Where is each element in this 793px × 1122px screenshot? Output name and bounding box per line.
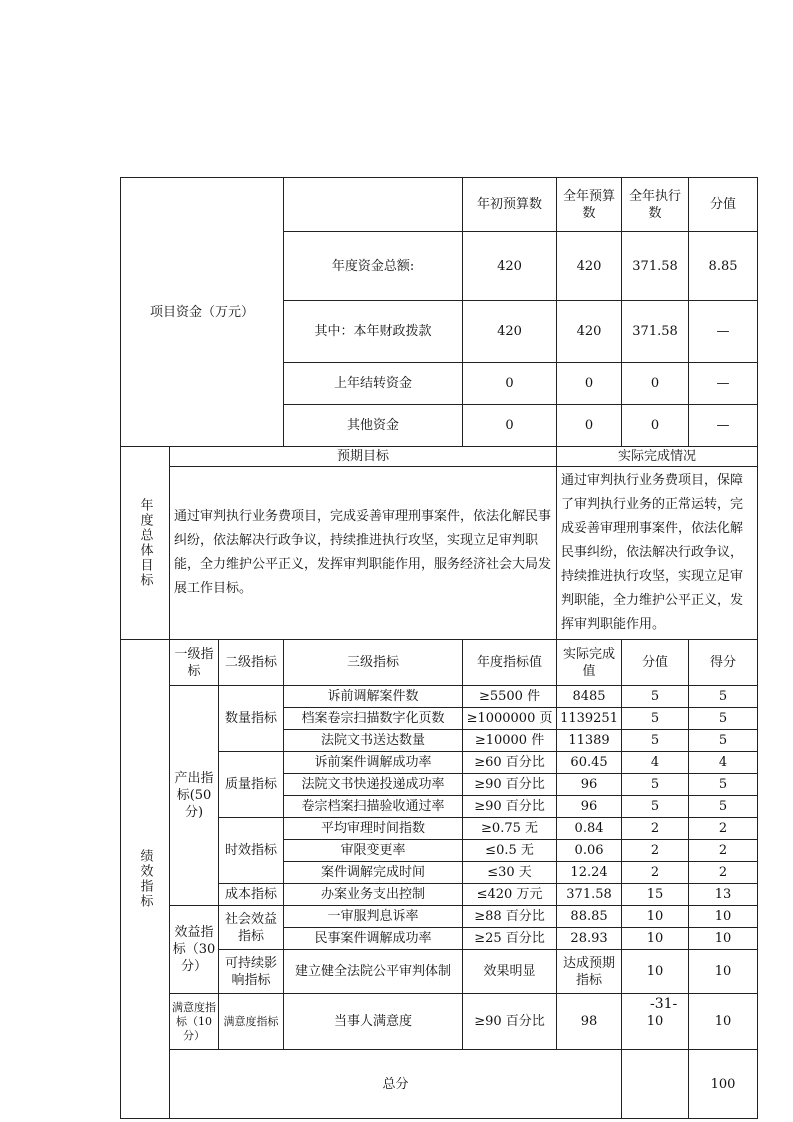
funds-executed: 0 <box>622 405 689 447</box>
got-value: 5 <box>689 774 758 796</box>
got-value: 5 <box>689 730 758 752</box>
funds-row-name: 年度资金总额: <box>284 232 463 301</box>
score-value: 2 <box>622 862 689 884</box>
got-value: 13 <box>689 884 758 906</box>
funds-initial: 420 <box>463 301 557 363</box>
funds-label: 项目资金（万元） <box>121 178 284 447</box>
funds-score: — <box>689 405 758 447</box>
target-value: ≥0.75 无 <box>463 818 557 840</box>
got-value: 5 <box>689 796 758 818</box>
level3-name: 法院文书快递投递成功率 <box>284 774 463 796</box>
level2-sustainable: 可持续影响指标 <box>219 950 284 994</box>
level2-quantity: 数量指标 <box>219 686 284 752</box>
level3-name: 建立健全法院公平审判体制 <box>284 950 463 994</box>
target-value: ≥90 百分比 <box>463 796 557 818</box>
header-actual: 实际完成值 <box>557 640 622 686</box>
target-value: ≥60 百分比 <box>463 752 557 774</box>
actual-value: 8485 <box>557 686 622 708</box>
score-value: 5 <box>622 730 689 752</box>
score-value: 10 <box>622 928 689 950</box>
target-value: ≥25 百分比 <box>463 928 557 950</box>
target-value: ≥90 百分比 <box>463 774 557 796</box>
funds-initial: 0 <box>463 405 557 447</box>
score-value: 5 <box>622 774 689 796</box>
level3-name: 卷宗档案扫描验收通过率 <box>284 796 463 818</box>
header-level1: 一级指标 <box>170 640 219 686</box>
indicators-label-cell <box>121 640 170 1119</box>
funds-initial: 0 <box>463 363 557 405</box>
target-value: ≥1000000 页 <box>463 708 557 730</box>
target-value: ≤30 天 <box>463 862 557 884</box>
score-value: 10 <box>622 906 689 928</box>
funds-row-name: 其他资金 <box>284 405 463 447</box>
funds-row-name: 上年结转资金 <box>284 363 463 405</box>
actual-value: 0.84 <box>557 818 622 840</box>
level3-name: 审限变更率 <box>284 840 463 862</box>
got-value: 2 <box>689 840 758 862</box>
level3-name: 办案业务支出控制 <box>284 884 463 906</box>
actual-value: 1139251 <box>557 708 622 730</box>
actual-value: 371.58 <box>557 884 622 906</box>
funds-score: — <box>689 363 758 405</box>
funds-header-initial: 年初预算数 <box>463 178 557 232</box>
level3-name: 案件调解完成时间 <box>284 862 463 884</box>
level3-name: 一审服判息诉率 <box>284 906 463 928</box>
score-value: 2 <box>622 840 689 862</box>
expected-goal-header: 预期目标 <box>170 447 557 467</box>
funds-header-blank <box>284 178 463 232</box>
total-row <box>121 1050 758 1119</box>
level2-satisfaction: 满意度指标 <box>219 994 284 1050</box>
got-value: 2 <box>689 818 758 840</box>
level2-cost: 成本指标 <box>219 884 284 906</box>
level1-benefit: 效益指标（30分） <box>170 906 219 994</box>
level2-timeliness: 时效指标 <box>219 818 284 884</box>
performance-table <box>120 177 758 1119</box>
target-value: ≥5500 件 <box>463 686 557 708</box>
got-value: 10 <box>689 906 758 928</box>
funds-score: — <box>689 301 758 363</box>
indicators-label: 绩效指标 <box>137 849 153 909</box>
got-value: 10 <box>689 928 758 950</box>
actual-value: 96 <box>557 796 622 818</box>
funds-header-annual: 全年预算数 <box>557 178 622 232</box>
score-value: 5 <box>622 796 689 818</box>
level3-name: 诉前案件调解成功率 <box>284 752 463 774</box>
level1-satisfaction: 满意度指标（10分） <box>170 994 219 1050</box>
funds-header-executed: 全年执行数 <box>622 178 689 232</box>
target-value: ≥90 百分比 <box>463 994 557 1050</box>
score-value: 2 <box>622 818 689 840</box>
got-value: 5 <box>689 708 758 730</box>
level1-output: 产出指标(50分) <box>170 686 219 906</box>
target-value: ≥88 百分比 <box>463 906 557 928</box>
target-value: ≥10000 件 <box>463 730 557 752</box>
level3-name: 档案卷宗扫描数字化页数 <box>284 708 463 730</box>
expected-goal-text: 通过审判执行业务费项目，完成妥善审理刑事案件，依法化解民事纠纷，依法解决行政争议，持续推进执行攻坚，实现立足审判职能，全力维护公平正义，发挥审判职能作用，服务经济社会大局发展工作目标。 <box>170 467 557 640</box>
funds-annual: 0 <box>557 363 622 405</box>
level3-name: 平均审理时间指数 <box>284 818 463 840</box>
header-level3: 三级指标 <box>284 640 463 686</box>
funds-executed: 371.58 <box>622 301 689 363</box>
actual-value: 28.93 <box>557 928 622 950</box>
total-blank <box>622 1050 689 1119</box>
actual-value: 98 <box>557 994 622 1050</box>
funds-row-name: 其中：本年财政拨款 <box>284 301 463 363</box>
level3-name: 当事人满意度 <box>284 994 463 1050</box>
actual-value: 12.24 <box>557 862 622 884</box>
funds-score: 8.85 <box>689 232 758 301</box>
header-score: 分值 <box>622 640 689 686</box>
total-label: 总分 <box>170 1050 622 1119</box>
actual-value: 96 <box>557 774 622 796</box>
level3-name: 诉前调解案件数 <box>284 686 463 708</box>
level2-social: 社会效益指标 <box>219 906 284 950</box>
total-score: 100 <box>689 1050 758 1119</box>
score-value: 10 <box>622 950 689 994</box>
got-value: 2 <box>689 862 758 884</box>
funds-initial: 420 <box>463 232 557 301</box>
funds-executed: 0 <box>622 363 689 405</box>
score-value: 10 <box>622 994 689 1050</box>
actual-value: 达成预期指标 <box>557 950 622 994</box>
level3-name: 法院文书送达数量 <box>284 730 463 752</box>
level2-quality: 质量指标 <box>219 752 284 818</box>
level3-name: 民事案件调解成功率 <box>284 928 463 950</box>
table-row <box>121 686 758 708</box>
got-value: 5 <box>689 686 758 708</box>
actual-value: 0.06 <box>557 840 622 862</box>
score-value: 15 <box>622 884 689 906</box>
goals-label: 年度总体目标 <box>137 498 153 588</box>
funds-annual: 420 <box>557 301 622 363</box>
got-value: 10 <box>689 950 758 994</box>
actual-value: 88.85 <box>557 906 622 928</box>
actual-value: 60.45 <box>557 752 622 774</box>
page-number: -31- <box>650 996 678 1012</box>
score-value: 5 <box>622 686 689 708</box>
got-value: 4 <box>689 752 758 774</box>
goals-label-cell <box>121 447 170 640</box>
got-value: 10 <box>689 994 758 1050</box>
funds-annual: 0 <box>557 405 622 447</box>
score-value: 5 <box>622 708 689 730</box>
actual-goal-header: 实际完成情况 <box>557 447 758 467</box>
header-level2: 二级指标 <box>219 640 284 686</box>
target-value: ≤420 万元 <box>463 884 557 906</box>
header-target: 年度指标值 <box>463 640 557 686</box>
actual-value: 11389 <box>557 730 622 752</box>
funds-executed: 371.58 <box>622 232 689 301</box>
funds-annual: 420 <box>557 232 622 301</box>
score-value: 4 <box>622 752 689 774</box>
target-value: ≤0.5 无 <box>463 840 557 862</box>
target-value: 效果明显 <box>463 950 557 994</box>
actual-goal-text: 通过审判执行业务费项目，保障了审判执行业务的正常运转，完成妥善审理刑事案件，依法化解民事纠纷，依法解决行政争议，持续推进执行攻坚，实现立足审判职能，全力维护公平正义，发挥审判职能作用。 <box>557 467 758 640</box>
header-got: 得分 <box>689 640 758 686</box>
funds-header-score: 分值 <box>689 178 758 232</box>
table-row <box>121 906 758 928</box>
